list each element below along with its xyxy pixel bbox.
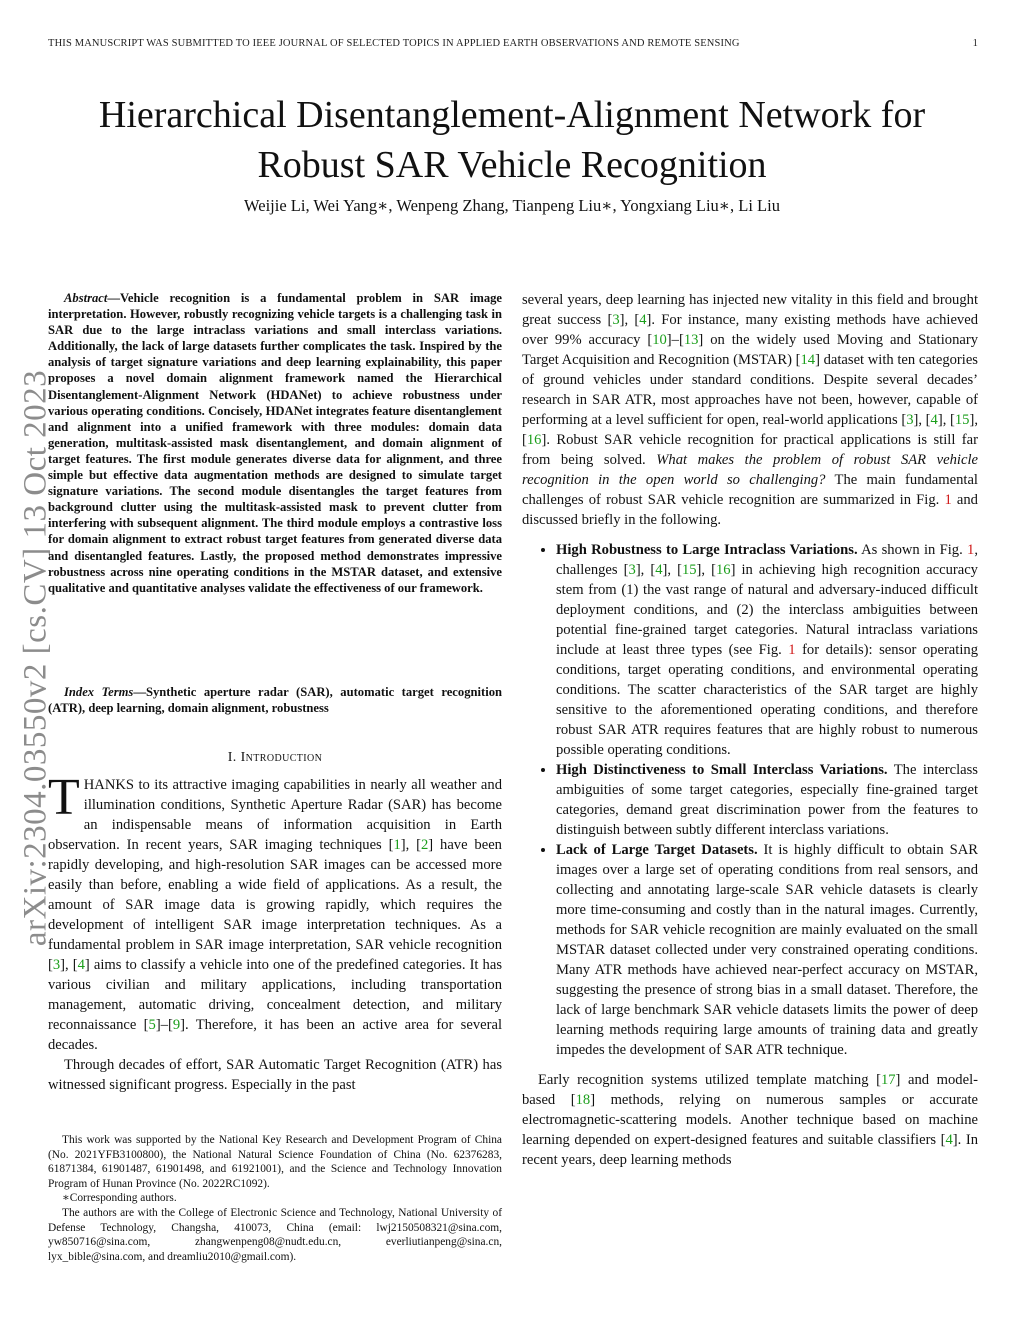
- journal-running-title: THIS MANUSCRIPT WAS SUBMITTED TO IEEE JOURNAL OF SELECTED TOPICS IN APPLIED EARTH OBSERVATIONS AND REMOTE SENSING: [48, 38, 740, 49]
- citation-link[interactable]: 16: [526, 432, 542, 448]
- citation-link[interactable]: 4: [930, 412, 938, 428]
- drop-cap: T: [48, 769, 80, 826]
- citation-link[interactable]: 4: [655, 562, 663, 578]
- right-paragraph-1: several years, deep learning has injected new vitality in this field and brought great success [3], [4]. For instance, many existing methods have achieved over 99% accuracy [10]–[13] on the widely used Moving and Stationary Target Acquisition and Recognition (MSTAR) [14] dataset with ten categories of ground vehicles under standard conditions. Despite several decades’ research in SAR ATR, most approaches have not been, however, capable of performing at a level sufficient for open, real-world applications [3], [4], [15], [16]. Robust SAR vehicle recognition for practical applications is still far from being solved. What makes the problem of robust SAR vehicle recognition in the open world so challenging? The main fundamental challenges of robust SAR vehicle recognition are summarized in Fig. 1 and discussed briefly in the following.: [522, 292, 978, 528]
- citation-link[interactable]: 14: [800, 352, 816, 368]
- citation-link[interactable]: 3: [612, 312, 620, 328]
- citation-link[interactable]: 10: [652, 332, 667, 348]
- page-number: 1: [972, 38, 978, 49]
- citation-link[interactable]: 5: [148, 1017, 156, 1033]
- index-terms-label: Index Terms: [64, 685, 134, 699]
- text-run: in achieving high recognition accuracy stem from (1) the vast range of natural and adversary-induced difficult deployment conditions, and (2) the interclass ambiguities between potential fine-grained target categories. Natural intraclass variations include at least three types (see Fig.: [556, 562, 978, 658]
- text-run: The interclass ambiguities of some target categories, especially fine-grained target categories, demand great discrimination power from the features to distinguish between subtly different interclass variations.: [556, 762, 978, 838]
- citation-link[interactable]: 16: [715, 562, 731, 578]
- arxiv-watermark-text: arXiv:2304.03550v2 [cs.CV] 13 Oct 2023: [17, 369, 54, 947]
- section-number: I.: [227, 750, 237, 765]
- right-column-body: [522, 290, 978, 1170]
- index-terms-text: —Synthetic aperture radar (SAR), automatic target recognition (ATR), deep learning, domain alignment, robustness: [48, 685, 502, 716]
- figure-link[interactable]: 1: [967, 542, 975, 558]
- text-run: . Robust SAR vehicle recognition for practical applications is still far from being solved.: [522, 432, 978, 468]
- text-run: . For instance, many existing methods have achieved over 99% accuracy: [522, 312, 978, 348]
- intro-text-run: HANKS to its attractive imaging capabilities in nearly all weather and illumination conditions, Synthetic Aperture Radar (SAR) has become an indispensable means of information acquisition in Earth observation. In recent years, SAR imaging techniques: [48, 777, 502, 853]
- affiliation-footnote: The authors are with the College of Electronic Science and Technology, National University of Defense Technology, Changsha, 410073, China (email: lwj2150508321@sina.com, yw850716@sina.com, zhangwenpeng08@nudt.edu.cn, everliutianpeng@sina.cn, lyx_bible@sina.com, and dreamliu2010@gmail.com).: [48, 1206, 502, 1263]
- text-run: Early recognition systems utilized template matching: [538, 1072, 877, 1088]
- citation-link[interactable]: 15: [681, 562, 697, 578]
- citation-link[interactable]: 18: [575, 1092, 591, 1108]
- text-run: . In recent years, deep learning methods: [522, 1132, 978, 1168]
- citation-link[interactable]: 2: [421, 837, 429, 853]
- index-terms: [48, 684, 502, 716]
- author-list: Weijie Li, Wei Yang∗, Wenpeng Zhang, Tianpeng Liu∗, Yongxiang Liu∗, Li Liu: [244, 196, 780, 215]
- text-run: several years, deep learning has injected new vitality in this field and brought great success: [522, 292, 978, 328]
- citation-link[interactable]: 15: [954, 412, 970, 428]
- citation-link[interactable]: 17: [880, 1072, 896, 1088]
- challenge-title: Lack of Large Target Datasets.: [556, 842, 758, 858]
- abstract-label: Abstract: [64, 291, 108, 305]
- abstract: [48, 290, 502, 596]
- paper-title: [40, 90, 984, 190]
- challenges-list: [522, 540, 978, 1060]
- intro-text-run: aims to classify a vehicle into one of the predefined categories. It has various civilian and military applications, including transportation management, automatic driving, concealment detection, and military reconnaissance: [48, 957, 502, 1033]
- funding-footnote: This work was supported by the National Key Research and Development Program of China (No. 2021YFB3100800), the National Natural Science Foundation of China (No. 62376283, 61871384, 61901487, 61901498, and 61921001), and the Science and Technology Innovation Program of Hunan Province (No. 2022RC1092).: [48, 1134, 502, 1190]
- text-run: , challenges: [556, 542, 978, 578]
- text-run: for details): sensor operating conditions, target operating conditions, and environmental operating conditions. The scatter characteristics of the SAR target are highly sensitive to the aforementioned operating conditions, and therefore robust SAR ATR requires features that are highly robust to numerous possible operating conditions.: [556, 642, 978, 758]
- text-run: As shown in Fig.: [857, 542, 968, 558]
- text-run: on the widely used Moving and Stationary Target Acquisition and Recognition (MSTAR): [522, 332, 978, 368]
- abstract-text: —Vehicle recognition is a fundamental problem in SAR image interpretation. However, robustly recognizing vehicle targets is a challenging task in SAR due to the large intraclass variations and small interclass variations. Additionally, the lack of large datasets further complicates the task. Inspired by the analysis of target signature variations and deep learning explainability, this paper proposes a novel domain alignment framework named the Hierarchical Disentanglement-Alignment Network (HDANet) to achieve robustness under various operating conditions. Concisely, HDANet integrates feature disentanglement and alignment into a unified framework with three modules: domain data generation, multitask-assisted mask disentanglement, and domain alignment of target features. The first module generates diverse data for alignment, and three simple but effective data augmentation methods are designed to simulate target signature variations. The second module disentangles the target features from background clutter using the multitask-assisted mask to prevent clutter from interfering with subsequent alignment. The third module employs a contrastive loss for domain alignment to extract robust target features from generated diverse data and disentangled features. Lastly, the proposed method demonstrates impressive robustness across nine operating conditions in the MSTAR dataset, and extensive qualitative and quantitative analyses validate the effectiveness of our framework.: [48, 291, 502, 595]
- citation-link[interactable]: 4: [77, 957, 85, 973]
- corresponding-footnote: ∗Corresponding authors.: [62, 1192, 177, 1205]
- citation-link[interactable]: 4: [639, 312, 647, 328]
- citation-link[interactable]: 3: [52, 957, 61, 973]
- intro-text-run: have been rapidly developing, and high-resolution SAR images can be accessed more easily than before, enabling a wide field of applications. As a result, the amount of SAR image data is growing rapidly, which requires the development of intelligent SAR image interpretation techniques. As a fundamental problem in SAR image interpretation, SAR vehicle recognition: [48, 837, 502, 953]
- research-question: What makes the problem of robust SAR vehicle recognition in the open world so challenging?: [522, 452, 978, 488]
- text-run: The main fundamental challenges of robust SAR vehicle recognition are summarized in Fig.: [522, 472, 978, 508]
- section-title: Introduction: [240, 750, 323, 765]
- footnotes: [48, 1133, 502, 1264]
- intro-paragraph-2: Through decades of effort, SAR Automatic Target Recognition (ATR) has witnessed significant progress. Especially in the past: [48, 1057, 502, 1093]
- citation-link[interactable]: 3: [628, 562, 636, 578]
- figure-link[interactable]: 1: [788, 642, 796, 658]
- challenge-title: High Robustness to Large Intraclass Variations.: [556, 542, 858, 558]
- figure-link[interactable]: 1: [944, 492, 952, 508]
- intro-paragraph-1: THANKS to its attractive imaging capabilities in nearly all weather and illumination conditions, Synthetic Aperture Radar (SAR) has become an indispensable means of information acquisition in Earth observation. In recent years, SAR imaging techniques [1], [2] have been rapidly developing, and high-resolution SAR images can be accessed more easily than before, enabling a wide field of applications. As a result, the amount of SAR image data is growing rapidly, which requires the development of intelligent SAR image interpretation techniques. As a fundamental problem in SAR image interpretation, SAR vehicle recognition [3], [4] aims to classify a vehicle into one of the predefined categories. It has various civilian and military applications, including transportation management, automatic driving, concealment detection, and military reconnaissance [5]–[9]. Therefore, it has been an active area for several decades.: [48, 769, 502, 1053]
- challenge-title: High Distinctiveness to Small Interclass Variations.: [556, 762, 888, 778]
- citation-link[interactable]: 1: [393, 837, 401, 853]
- right-paragraph-2: Early recognition systems utilized template matching [17] and model-based [18] methods, relying on numerous samples or accurate electromagnetic-scattering models. Another technique based on machine learning depended on expert-designed features and suitable classifiers [4]. In recent years, deep learning methods: [522, 1072, 978, 1168]
- text-run: dataset with ten categories of ground vehicles under standard conditions. Despite several decades’ research in SAR ATR, most approaches have not been, however, capable of performing at a level sufficient for open, real-world applications: [522, 352, 978, 428]
- text-run: It is highly difficult to obtain SAR images over a large set of operating conditions from real sensors, and collecting and annotating large-scale SAR vehicle datasets is clearly more time-consuming and costly than in the natural images. Currently, methods for SAR vehicle recognition are mainly evaluated on the small MSTAR dataset collected under very constrained operating conditions. Many ATR methods have achieved near-perfect accuracy on MSTAR, suggesting the presence of strong bias in a small dataset. Therefore, the lack of large benchmark SAR vehicle datasets limits the power of deep learning methods requiring large amounts of training data and greatly impedes the development of SAR ATR technique.: [556, 842, 978, 1058]
- title-line-1: Hierarchical Disentanglement-Alignment Network for: [98, 94, 926, 136]
- citation-link[interactable]: 3: [906, 412, 914, 428]
- title-line-2: Robust SAR Vehicle Recognition: [257, 144, 767, 186]
- challenge-item-datasets: [556, 840, 978, 1060]
- intro-text-run: . Therefore, it has been an active area for several decades.: [48, 1017, 502, 1053]
- citation-link[interactable]: 13: [683, 332, 699, 348]
- challenge-item-intraclass: • High Robustness to Large Intraclass Variations. As shown in Fig. 1, challenges [3], [4], [15], [16] in achieving high recognition accuracy stem from (1) the vast range of natural and adversary-induced difficult deployment conditions, and (2) the interclass ambiguities between potential fine-grained target categories. Natural intraclass variations include at least three types (see Fig. 1 for details): sensor operating conditions, target operating conditions, and environmental operating conditions. The scatter characteristics of the SAR target are highly sensitive to the aforementioned operating conditions, and therefore robust SAR ATR requires features that are highly robust to numerous possible operating conditions.: [556, 540, 978, 760]
- text-run: and discussed briefly in the following.: [522, 492, 978, 528]
- challenge-item-interclass: [556, 760, 978, 840]
- section-heading-introduction: [48, 750, 502, 766]
- text-run: and model-based: [522, 1072, 978, 1108]
- citation-link[interactable]: 9: [172, 1017, 181, 1033]
- text-run: methods, relying on numerous samples or accurate electromagnetic-scattering models. Another technique based on machine learning depended on expert-designed features and suitable classifiers: [522, 1092, 978, 1148]
- introduction-body: [48, 769, 502, 1095]
- citation-link[interactable]: 4: [945, 1132, 953, 1148]
